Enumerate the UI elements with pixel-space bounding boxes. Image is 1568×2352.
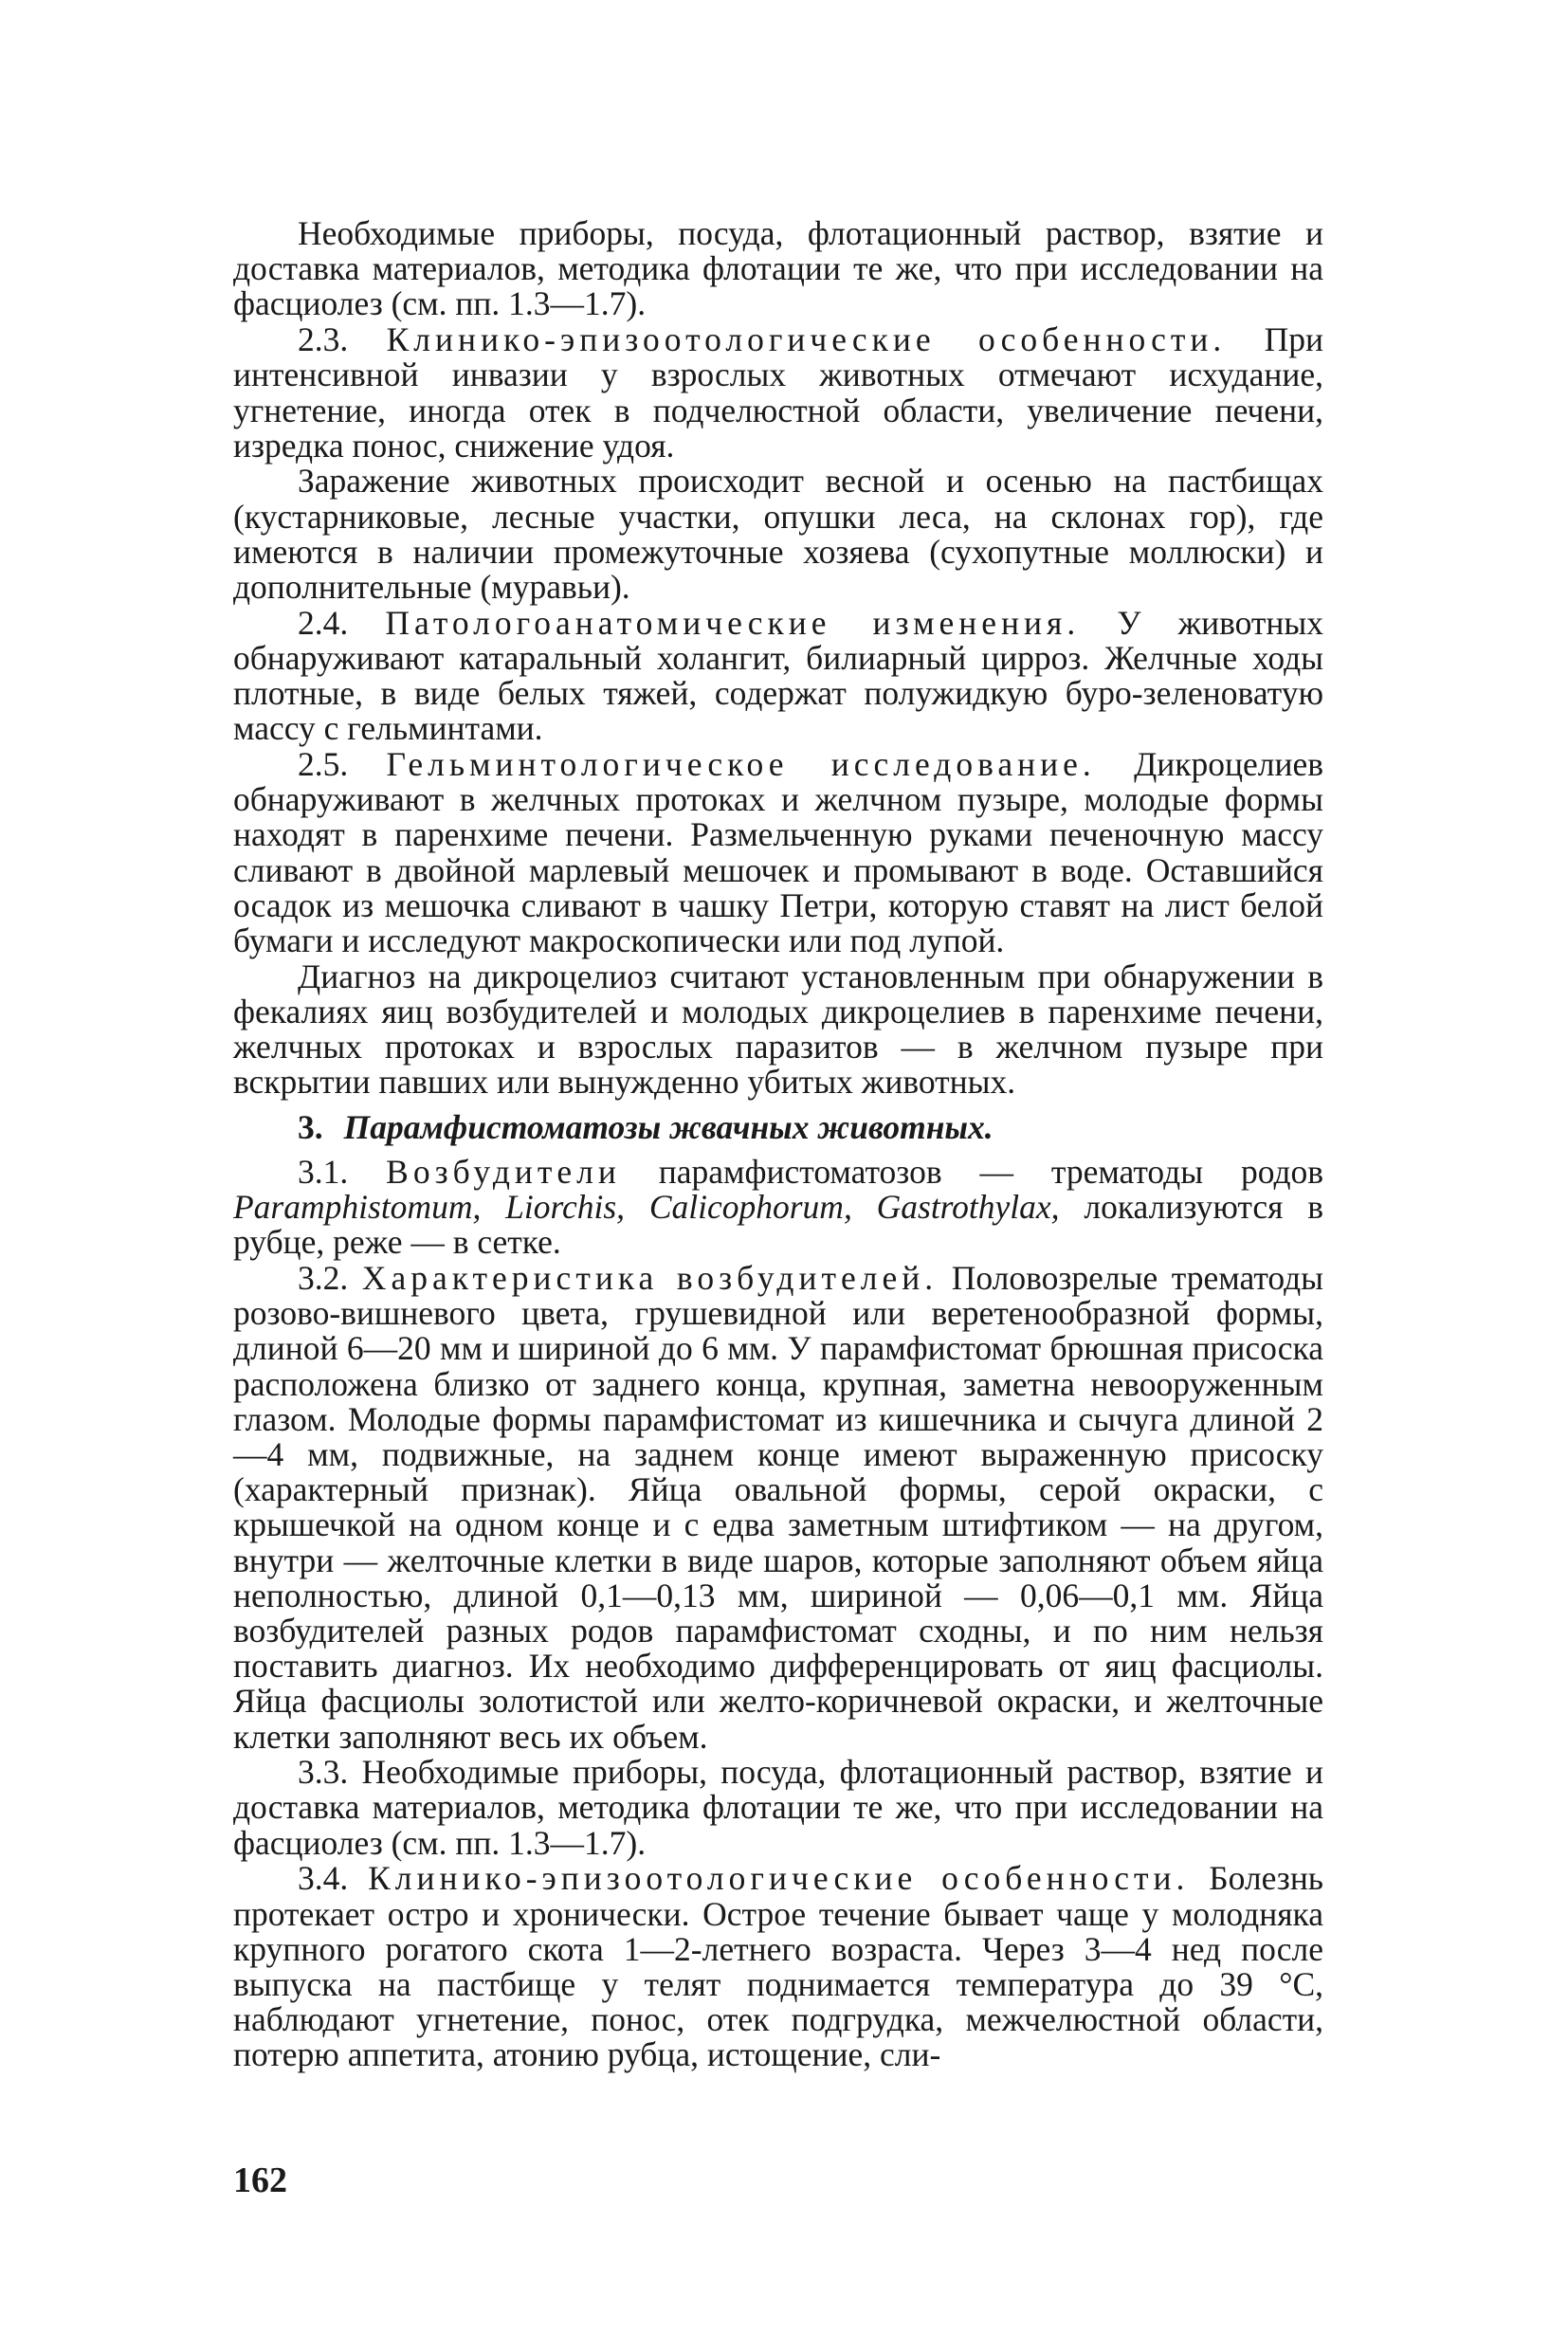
paragraph — [233, 216, 1323, 322]
paragraph-text: Дикроцелиев обнаруживают в желчных протоках и желчном пузыре, молодые формы находят в паренхиме печени. Размельченную руками печеночную массу сливают в двойной марлевый мешочек и промывают в воде. Оставшийся осадок из мешочка сливают в чашку Петри, которую ставят на лист белой бумаги и исследуют макроскопически или под лупой. — [233, 745, 1324, 960]
section-term: Клинико-эпизоотологические особенности. — [386, 320, 1227, 359]
paragraph-text: Заражение животных происходит весной и осенью на пастбищах (кустарниковые, лесные участки, опушки леса, на склонах гор), где имеются в наличии промежуточные хозяева (сухопутные моллюски) и дополнительные (муравьи). — [233, 462, 1323, 607]
paragraph-text: Диагноз на дикроцелиоз считают установленным при обнаружении в фекалиях яиц возбудителей и молодых дикроцелиев в паренхиме печени, желчных протоках и взрослых паразитов — в желчном пузыре при вскрытии павших или вынужденно убитых животных. — [233, 957, 1323, 1102]
section-number: 2.3. — [298, 320, 349, 359]
paragraph-text: Болезнь протекает остро и хронически. Острое течение бывает чаще у молодняка крупного рогатого скота 1—2-летнего возраста. Через 3—4 нед после выпуска на пастбище у телят поднимается температура до 39 °С, наблюдают угнетение, понос, отек подгрудка, межчелюстной области, потерю аппетита, атонию рубца, истощение, сли- — [233, 1859, 1324, 2074]
section-number: 3.2. — [298, 1258, 349, 1297]
section-heading — [233, 1107, 1323, 1146]
section-number: 3.1. — [298, 1152, 349, 1191]
section-term: Патологоанатомические изменения. — [385, 603, 1081, 642]
section-term: Гельминтологическое исследование. — [386, 745, 1096, 784]
section-term: Возбудители — [386, 1152, 621, 1191]
genera-names: Paramphistomum, Liorchis, Calicophorum, Gastrothylax, — [233, 1187, 1060, 1226]
section-number: 3.4. — [298, 1859, 349, 1898]
paragraph-text: локализуются в рубце, реже — в сетке. — [233, 1187, 1323, 1262]
section-term: Клинико-эпизоотологические особенности. — [368, 1859, 1190, 1898]
page-content — [233, 216, 1323, 2073]
paragraph-text: При интенсивной инвазии у взрослых животных отмечают исхудание, угнетение, иногда отек в подчелюстной области, увеличение печени, изредка понос, снижение удоя. — [233, 320, 1324, 465]
page-number: 162 — [233, 2161, 287, 2200]
paragraph — [233, 322, 1323, 464]
paragraph-text: Половозрелые трематоды розово-вишневого цвета, грушевидной или веретенообразной формы, длиной 6—20 мм и шириной до 6 мм. У парамфистомат брюшная присоска расположена близко от заднего конца, крупная, заметна невооруженным глазом. Молодые формы парамфистомат из кишечника и сычуга длиной 2—4 мм, подвижные, на заднем конце имеют выраженную присоску (характерный признак). Яйца овальной формы, серой окраски, с крышечкой на одном конце и с едва заметным штифтиком — на другом, внутри — желточные клетки в виде шаров, которые заполняют объем яйца неполностью, длиной 0,1—0,13 мм, шириной — 0,06—0,1 мм. Яйца возбудителей разных родов парамфистомат сходны, и по ним нельзя поставить диагноз. Их необходимо дифференцировать от яиц фасциолы. Яйца фасциолы золотистой или желто-коричневой окраски, и желточные клетки заполняют весь их объем. — [233, 1258, 1324, 1756]
paragraph — [233, 603, 1324, 748]
paragraph — [233, 747, 1323, 958]
paragraph — [233, 1258, 1324, 1756]
paragraph-text: Необходимые приборы, посуда, флотационный раствор, взятие и доставка материалов, методика флотации те же, что при исследовании на фасциолез (см. пп. 1.3—1.7). — [233, 214, 1323, 323]
section-number: 2.5. — [298, 745, 349, 784]
paragraph-text: Необходимые приборы, посуда, флотационный раствор, взятие и доставка материалов, методика флотации те же, что при исследовании на фасциолез (см. пп. 1.3—1.7). — [233, 1753, 1323, 1862]
heading-number: 3. — [298, 1107, 323, 1146]
paragraph-text: У животных обнаруживают катаральный холангит, билиарный цирроз. Желчные ходы плотные, в виде белых тяжей, содержат полужидкую буро-зеленоватую массу с гельминтами. — [233, 603, 1324, 748]
heading-title: Парамфистоматозы жвачных животных. — [343, 1107, 994, 1146]
paragraph — [233, 464, 1323, 605]
section-number: 2.4. — [298, 603, 349, 642]
paragraph — [233, 959, 1323, 1101]
paragraph — [233, 1861, 1323, 2072]
paragraph — [233, 1152, 1324, 1262]
paragraph — [233, 1755, 1323, 1861]
paragraph-text: парамфистоматозов — трематоды родов — [658, 1152, 1324, 1191]
section-term: Характеристика возбудителей. — [361, 1258, 939, 1297]
section-number: 3.3. — [298, 1753, 349, 1792]
